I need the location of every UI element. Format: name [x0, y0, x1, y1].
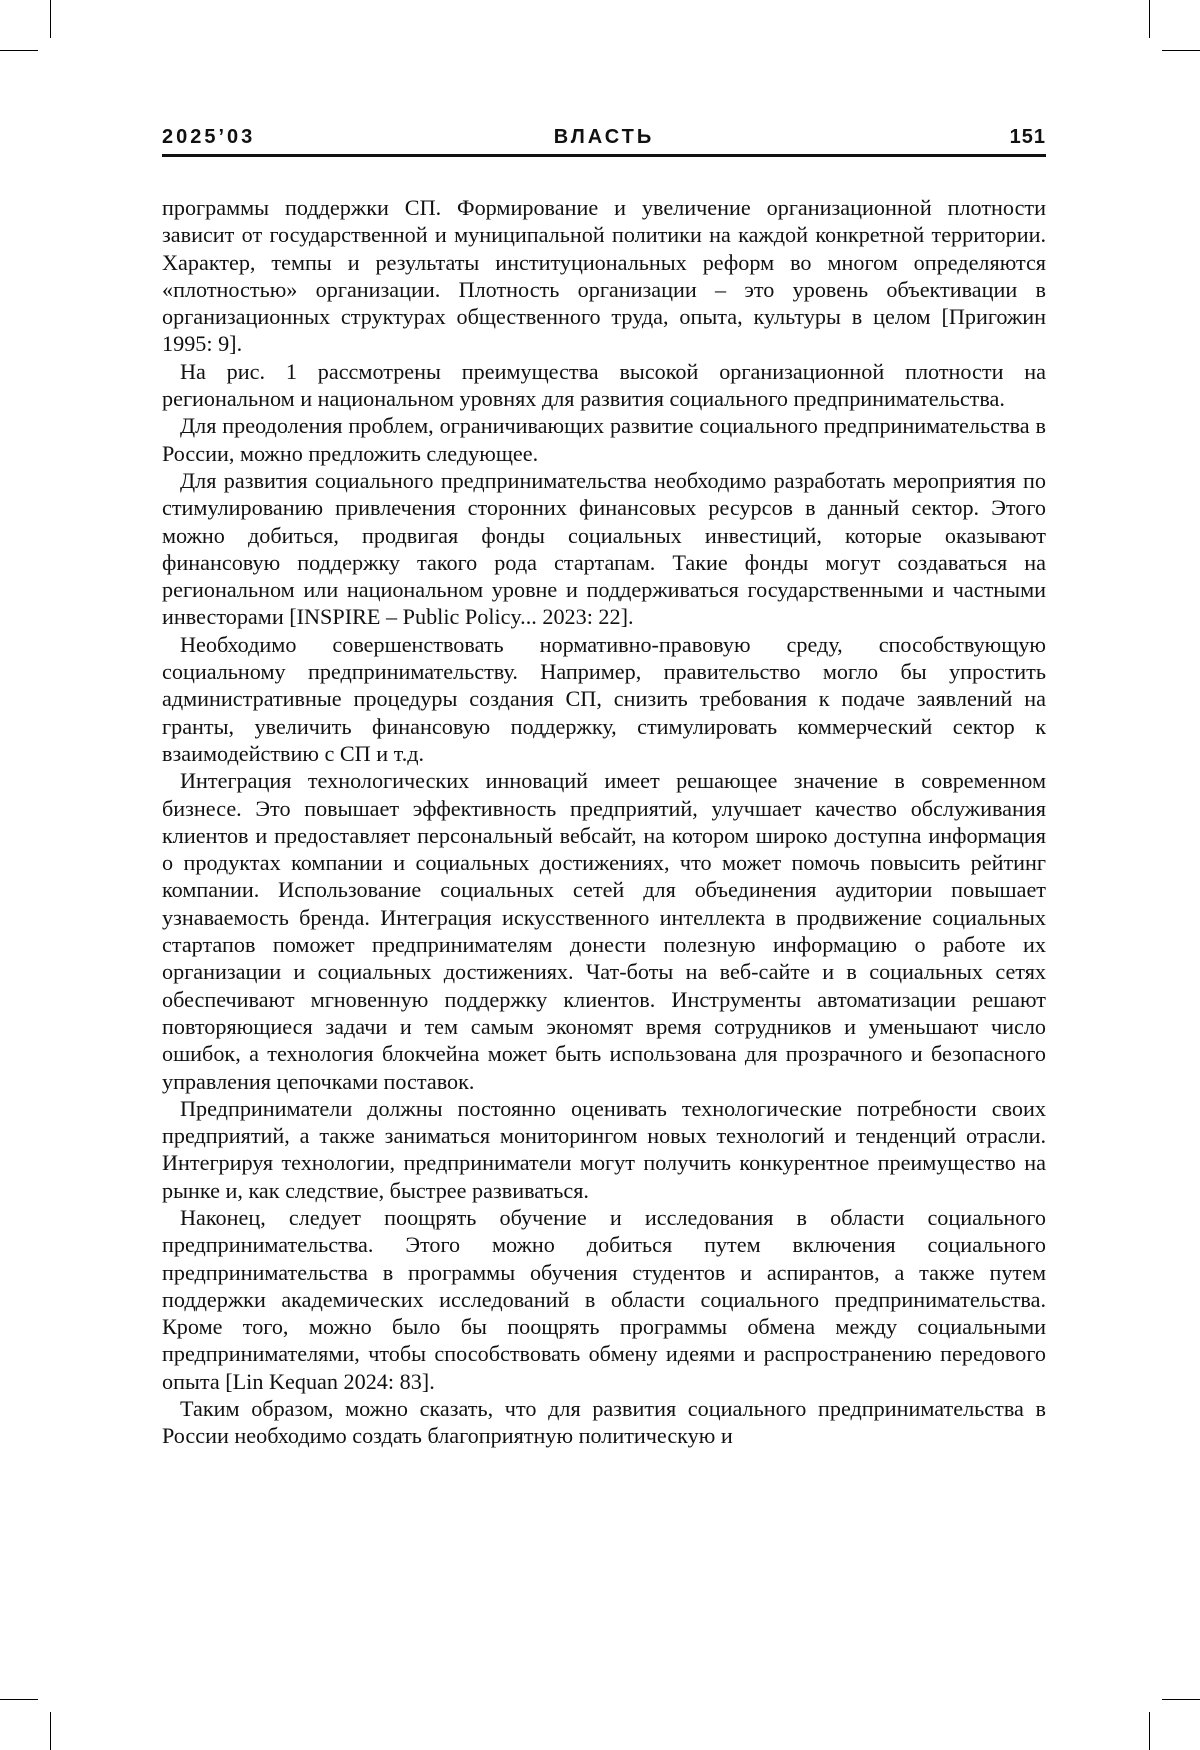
crop-mark	[1149, 1712, 1150, 1750]
page-number: 151	[1010, 126, 1046, 149]
crop-mark	[1162, 1699, 1200, 1700]
paragraph: Для развития социального предпринимательства необходимо разрабо­тать мероприятия по стимулированию привлечения сторонних финансовых ресурсов в данный сектор. Этого можно добиться, продвигая фонды соци­альных инвестиций, которые оказывают финансовую поддержку такого рода стартапам. Такие фонды могут создаваться на региональном или националь­ном уровне и поддерживаться государственными и частными инвесторами [INSPIRE – Public Policy... 2023: 22].	[162, 467, 1046, 631]
crop-mark	[0, 1699, 38, 1700]
running-header	[162, 124, 1046, 157]
paragraph: Предприниматели должны постоянно оценивать технологические потреб­ности своих предприятий, а также заниматься мониторингом новых техноло­гий и тенденций отрасли. Интегрируя технологии, предприниматели могут получить конкурентное преимущество на рынке и, как следствие, быстрее развиваться.	[162, 1095, 1046, 1204]
journal-title: ВЛАСТЬ	[162, 126, 1046, 149]
paragraph: программы поддержки СП. Формирование и увеличение организационной плотности зависит от государственной и муниципальной политики на каж­дой конкретной территории. Характер, темпы и результаты институциональ­ных реформ во многом определяются «плотностью» организации. Плотность организации – это уровень объективации в организационных структурах общественного труда, опыта, культуры в целом [Пригожин 1995: 9].	[162, 194, 1046, 358]
crop-mark	[50, 1712, 51, 1750]
crop-mark	[1162, 50, 1200, 51]
crop-mark	[1149, 0, 1150, 38]
crop-mark	[0, 50, 38, 51]
paragraph: Необходимо совершенствовать нормативно-правовую среду, способствую­щую социальному предпринимательству. Например, правительство могло бы упростить административные процедуры создания СП, снизить требования к подаче заявлений на гранты, увеличить финансовую поддержку, стимулиро­вать коммерческий сектор к взаимодействию с СП и т.д.	[162, 631, 1046, 767]
paragraph: На рис. 1 рассмотрены преимущества высокой организационной плотности на региональном и национальном уровнях для развития социального пред­принимательства.	[162, 358, 1046, 413]
paragraph: Для преодоления проблем, ограничивающих развитие социального пред­принимательства в России, можно предложить следующее.	[162, 412, 1046, 467]
article-body	[162, 194, 1046, 1450]
paragraph: Таким образом, можно сказать, что для развития социального предпри­нимательства в России необходимо создать благоприятную политическую и	[162, 1395, 1046, 1450]
issue-number: 2025’03	[162, 126, 255, 149]
crop-mark	[50, 0, 51, 38]
paragraph: Интеграция технологических инноваций имеет решающее значение в современном бизнесе. Это повышает эффективность предприятий, улуч­шает качество обслуживания клиентов и предоставляет персональный веб­сайт, на котором широко доступна информация о продуктах компании и социальных достижениях, что может помочь повысить рейтинг компании. Использование социальных сетей для объединения аудитории повышает узнаваемость бренда. Интеграция искусственного интеллекта в продвиже­ние социальных стартапов поможет предпринимателям донести полезную информацию о работе их организации и социальных достижениях. Чат-боты на веб-сайте и в социальных сетях обеспечивают мгновенную поддержку клиентов. Инструменты автоматизации решают повторяющиеся задачи и тем самым экономят время сотрудников и уменьшают число ошибок, а техно­логия блокчейна может быть использована для прозрачного и безопасного управления цепочками поставок.	[162, 767, 1046, 1095]
paragraph: Наконец, следует поощрять обучение и исследования в области социального предпринимательства. Этого можно добиться путем включения социального предпринимательства в программы обучения студентов и аспирантов, а также путем поддержки академических исследований в области социального пред­принимательства. Кроме того, можно было бы поощрять программы обмена между социальными предпринимателями, чтобы способствовать обмену иде­ями и распространению передового опыта [Lin Kequan 2024: 83].	[162, 1204, 1046, 1395]
